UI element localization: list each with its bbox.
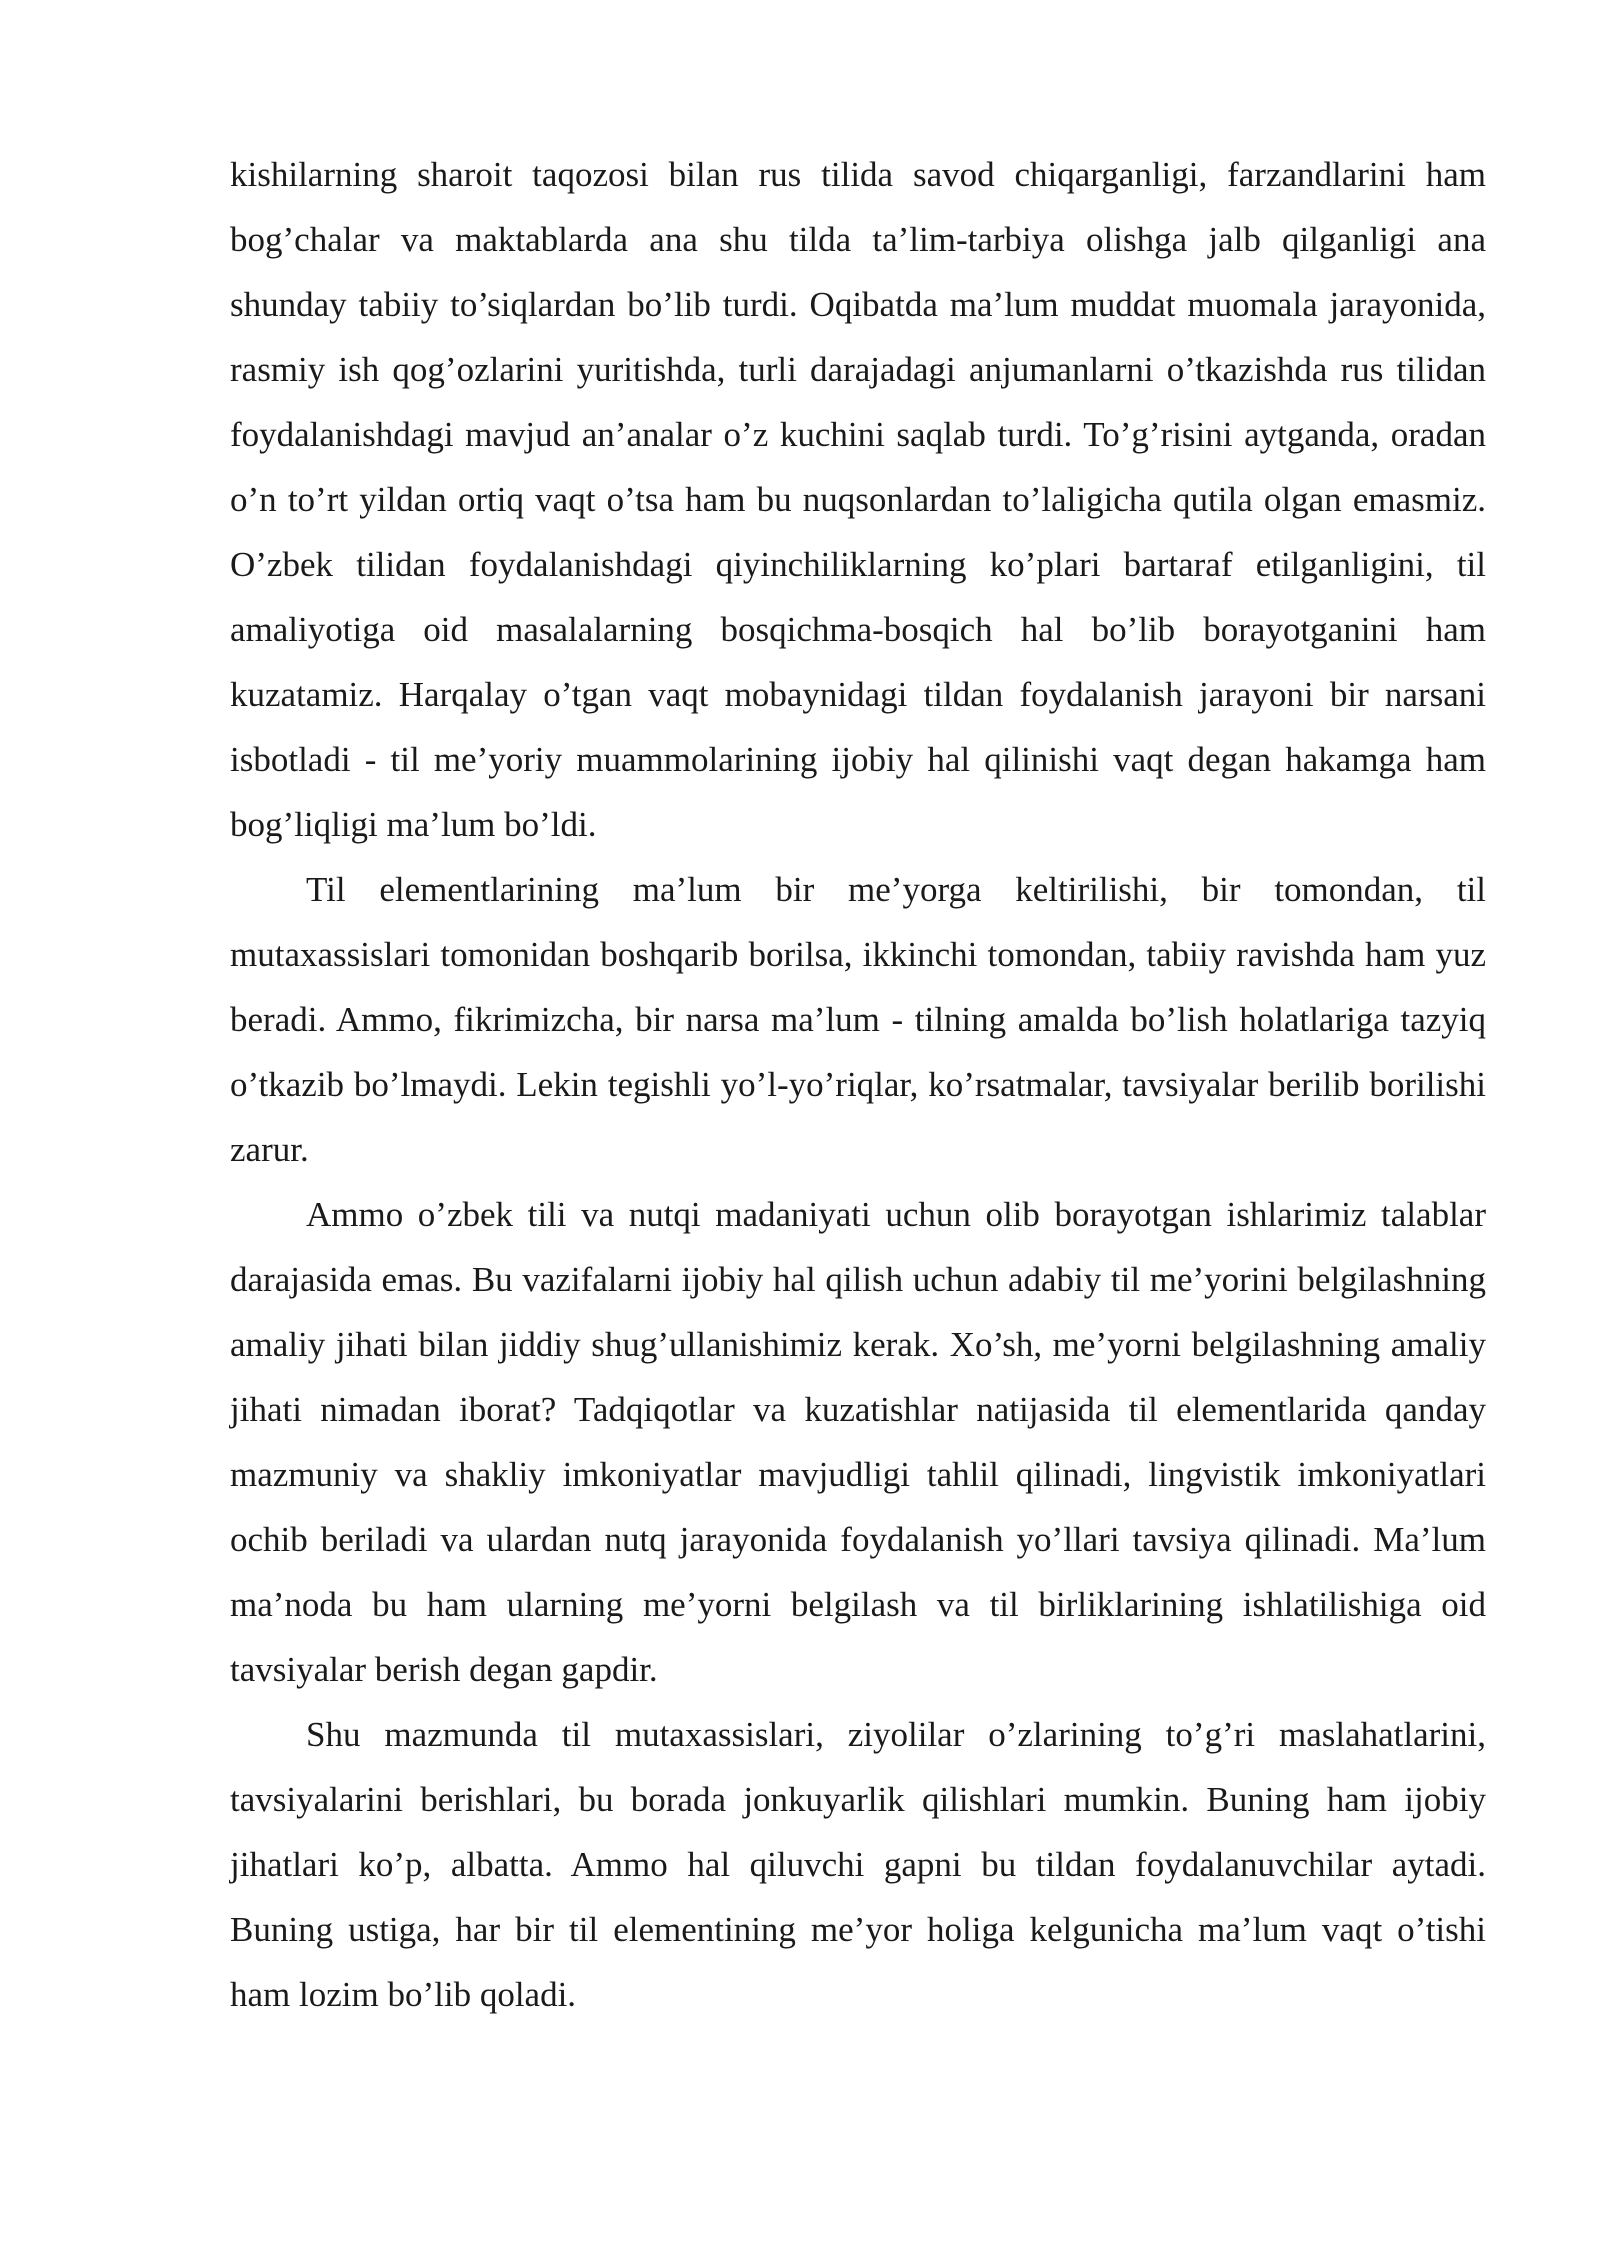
document-page: [230, 142, 1486, 2027]
paragraph-specialists-advice: Shu mazmunda til mutaxassislari, ziyolilar o’zlarining to’g’ri maslahatlarini, tavsiyalarini berishlari, bu borada jonkuyarlik qilishlari mumkin. Buning ham ijobiy jihatlari ko’p, albatta. Ammo hal qiluvchi gapni bu tildan foydalanuvchilar aytadi. Buning ustiga, har bir til elementining me’yor holiga kelgunicha ma’lum vaqt o’tishi ham lozim bo’lib qoladi.: [230, 1715, 1486, 2014]
paragraph-continuation: kishilarning sharoit taqozosi bilan rus tilida savod chiqarganligi, farzandlarini ham bog’chalar va maktablarda ana shu tilda ta’lim-tarbiya olishga jalb qilganligi ana shunday tabiiy to’siqlardan bo’lib turdi. Oqibatda ma’lum muddat muomala jarayonida, rasmiy ish qog’ozlarini yuritishda, turli darajadagi anjumanlarni o’tkazishda rus tilidan foydalanishdagi mavjud an’analar o’z kuchini saqlab turdi. To’g’risini aytganda, oradan o’n to’rt yildan ortiq vaqt o’tsa ham bu nuqsonlardan to’laligicha qutila olgan emasmiz. O’zbek tilidan foydalanishdagi qiyinchiliklarning ko’plari bartaraf etilganligini, til amaliyotiga oid masalalarning bosqichma-bosqich hal bo’lib borayotganini ham kuzatamiz. Harqalay o’tgan vaqt mobaynidagi tildan foydalanish jarayoni bir narsani isbotladi - til me’yoriy muammolarining ijobiy hal qilinishi vaqt degan hakamga ham bog’liqligi ma’lum bo’ldi.: [230, 155, 1486, 844]
paragraph-language-norms: Til elementlarining ma’lum bir me’yorga keltirilishi, bir tomondan, til mutaxassislari tomonidan boshqarib borilsa, ikkinchi tomondan, tabiiy ravishda ham yuz beradi. Ammo, fikrimizcha, bir narsa ma’lum - tilning amalda bo’lish holatlariga tazyiq o’tkazib bo’lmaydi. Lekin tegishli yo’l-yo’riqlar, ko’rsatmalar, tavsiyalar berilib borilishi zarur.: [230, 870, 1486, 1169]
paragraph-speech-culture: Ammo o’zbek tili va nutqi madaniyati uchun olib borayotgan ishlarimiz talablar darajasida emas. Bu vazifalarni ijobiy hal qilish uchun adabiy til me’yorini belgilashning amaliy jihati bilan jiddiy shug’ullanishimiz kerak. Xo’sh, me’yorni belgilashning amaliy jihati nimadan iborat? Tadqiqotlar va kuzatishlar natijasida til elementlarida qanday mazmuniy va shakliy imkoniyatlar mavjudligi tahlil qilinadi, lingvistik imkoniyatlari ochib beriladi va ulardan nutq jarayonida foydalanish yo’llari tavsiya qilinadi. Ma’lum ma’noda bu ham ularning me’yorni belgilash va til birliklarining ishlatilishiga oid tavsiyalar berish degan gapdir.: [230, 1195, 1486, 1689]
